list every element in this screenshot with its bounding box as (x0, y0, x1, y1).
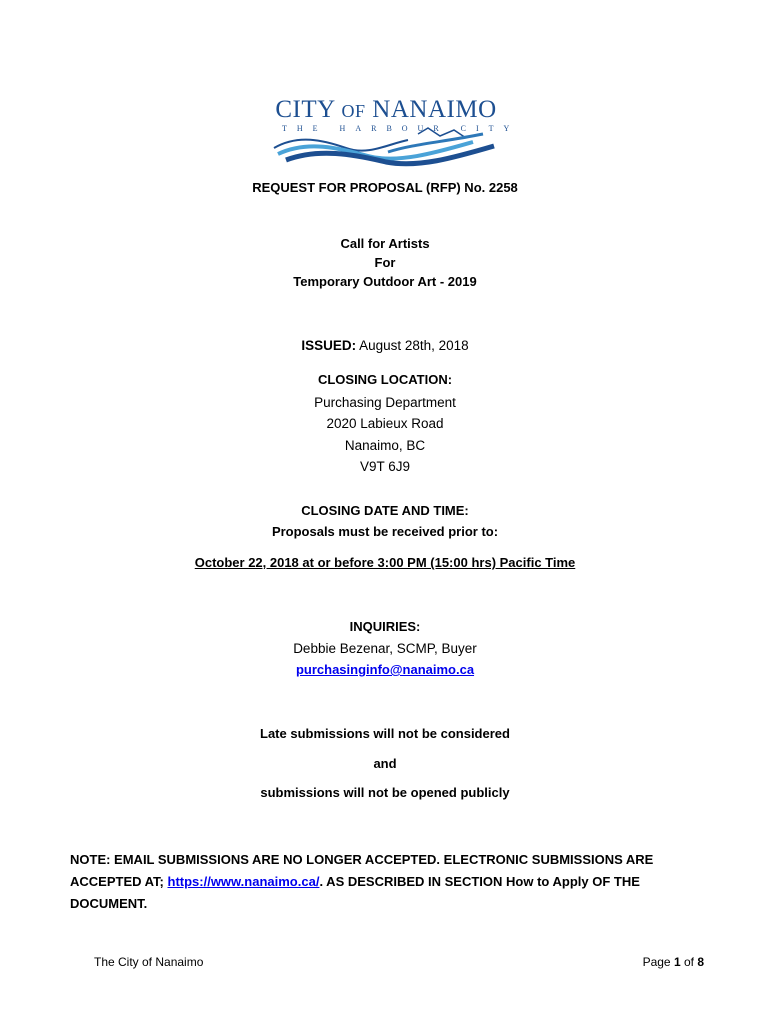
inquiries-contact: Debbie Bezenar, SCMP, Buyer (293, 641, 477, 656)
note-text-2: . AS DESCRIBED IN SECTION How to Apply OF THE DOCUMENT. (70, 874, 640, 911)
wave-icon (268, 124, 520, 168)
page-current: 1 (673, 955, 681, 969)
nanaimo-website-link[interactable]: https://www.nanaimo.ca/ (167, 874, 320, 889)
call-line-2: For (374, 255, 396, 270)
page-total: 8 (697, 955, 704, 969)
inquiries-label: INQUIRIES: (349, 619, 421, 634)
closing-location-label: CLOSING LOCATION: (317, 372, 453, 387)
logo-of-word: OF (341, 101, 366, 121)
city-of-nanaimo-logo (268, 96, 520, 168)
rfp-title: REQUEST FOR PROPOSAL (RFP) No. 2258 (252, 180, 518, 195)
issued-label: ISSUED: (301, 338, 357, 353)
closing-datetime: October 22, 2018 at or before 3:00 PM (15:00 hrs) Pacific Time (194, 555, 576, 570)
call-line-1: Call for Artists (340, 236, 430, 251)
closing-date-label: CLOSING DATE AND TIME: (301, 503, 469, 518)
logo-subtitle: THE HARBOUR CITY (282, 124, 520, 133)
closing-location-line: 2020 Labieux Road (326, 416, 444, 431)
late-line-1: Late submissions will not be considered (260, 726, 510, 741)
page-of: of (680, 955, 698, 969)
late-line-2: and (373, 756, 397, 771)
logo-nanaimo-word: NANAIMO (372, 96, 497, 123)
logo-wordmark (268, 96, 504, 125)
closing-location-line: Purchasing Department (314, 395, 456, 410)
footer-organization: The City of Nanaimo (94, 955, 204, 969)
closing-date-subtitle: Proposals must be received prior to: (271, 524, 499, 539)
logo-city-word: CITY (275, 96, 335, 123)
issued-line (0, 337, 770, 354)
footer-page-number (643, 955, 704, 969)
closing-location-line: V9T 6J9 (359, 459, 411, 474)
issued-value: August 28th, 2018 (356, 338, 469, 353)
page-prefix: Page (642, 955, 674, 969)
late-line-3: submissions will not be opened publicly (260, 785, 510, 800)
inquiries-email-wrap (0, 662, 770, 678)
inquiries-email-link[interactable]: purchasinginfo@nanaimo.ca (295, 662, 475, 677)
call-line-3: Temporary Outdoor Art - 2019 (293, 274, 477, 289)
submission-note (70, 849, 710, 915)
note-text-1: NOTE: EMAIL SUBMISSIONS ARE NO LONGER ACCEPTED. ELECTRONIC SUBMISSIONS ARE ACCEPTED AT; (70, 852, 654, 889)
closing-location-line: Nanaimo, BC (344, 438, 426, 453)
